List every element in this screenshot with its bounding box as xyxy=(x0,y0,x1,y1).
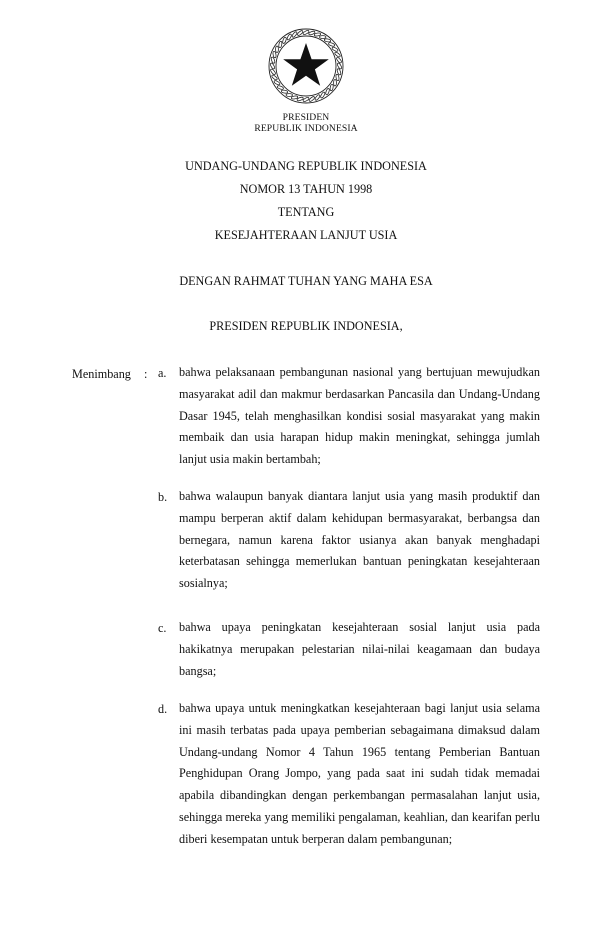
considering-label: Menimbang xyxy=(72,367,131,381)
wreath-leaf-icon xyxy=(337,63,343,70)
garuda-star-emblem-icon xyxy=(267,27,345,105)
wreath-leaf-icon xyxy=(291,31,297,38)
item-marker: c. xyxy=(158,621,167,635)
considering-item-b xyxy=(158,486,540,595)
wreath-leaf-icon xyxy=(314,94,320,101)
wreath-leaf-icon xyxy=(282,37,287,44)
item-marker: b. xyxy=(158,490,168,504)
wreath-leaf-icon xyxy=(328,42,335,47)
wreath-leaf-icon xyxy=(336,57,342,64)
wreath-leaf-icon xyxy=(320,36,326,39)
wreath-leaf-icon xyxy=(330,84,334,91)
wreath-leaf-icon xyxy=(277,85,284,90)
considering-colon: : xyxy=(144,367,148,381)
considering-item-a xyxy=(158,362,540,471)
law-subject: KESEJAHTERAAN LANJUT USIA xyxy=(214,228,398,242)
item-marker: a. xyxy=(158,366,167,380)
office-line-1: PRESIDEN xyxy=(282,112,330,123)
considering-item-d xyxy=(158,698,540,851)
wreath-leaf-icon xyxy=(297,30,304,36)
wreath-leaf-icon xyxy=(276,46,279,52)
office-line-2: REPUBLIK INDONESIA xyxy=(254,123,358,134)
wreath-leaf-icon xyxy=(286,94,292,97)
wreath-leaf-icon xyxy=(334,80,337,86)
item-text: bahwa pelaksanaan pembangunan nasional yang bertujuan mewujudkan masyarakat adil dan makmur berdasarkan Pancasila dan Undang-Undang Dasar 1945, telah menghasilkan kondisi sosial masyarakat yang makin membaik dan usia harapan hidup makin meningkat, sehingga jumlah lanjut usia makin bertambah; xyxy=(179,365,540,467)
wreath-leaf-icon xyxy=(270,63,276,70)
wreath-leaf-icon xyxy=(270,68,276,75)
item-text: bahwa walaupun banyak diantara lanjut usia yang masih produktif dan mampu berperan aktif dalam kehidupan bermasyarakat, berbangsa dan bernegara, namun karena faktor usianya akan banyak menghadapi keterbatasan sehingga memerlukan bantuan peningkatan kesejahteraan sosialnya; xyxy=(179,489,540,591)
wreath-leaf-icon xyxy=(334,51,341,57)
wreath-leaf-icon xyxy=(308,96,315,102)
president-line: PRESIDEN REPUBLIK INDONESIA, xyxy=(209,319,403,333)
star-icon xyxy=(283,43,329,86)
law-about: TENTANG xyxy=(277,205,335,219)
item-text: bahwa upaya peningkatan kesejahteraan sosial lanjut usia pada hakikatnya merupakan pelestarian nilai-nilai keagamaan dan budaya bangsa; xyxy=(179,620,540,678)
law-title: UNDANG-UNDANG REPUBLIK INDONESIA xyxy=(185,159,427,173)
wreath-leaf-icon xyxy=(271,74,278,80)
wreath-leaf-icon xyxy=(325,88,330,95)
wreath-leaf-icon xyxy=(281,90,288,94)
wreath-leaf-icon xyxy=(303,30,310,36)
wreath-leaf-icon xyxy=(278,41,282,48)
item-marker: d. xyxy=(158,702,168,716)
considering-item-c xyxy=(158,617,540,682)
item-text: bahwa upaya untuk meningkatkan kesejahteraan bagi lanjut usia selama ini masih terbatas pada upaya pemberian sebagaimana dimaksud dalam Undang-undang Nomor 4 Tahun 1965 tentang Pemberian Bantuan Penghidupan Orang Jompo, yang pada saat ini sudah tidak memadai apabila dibandingkan dengan perkembangan permasalahan lanjut usia, sehingga mereka yang memiliki pengalaman, keahlian, dan kearifan perlu diberi kesempatan untuk berperan dalam pembangunan; xyxy=(179,701,540,846)
wreath-leaf-icon xyxy=(303,97,310,103)
wreath-leaf-icon xyxy=(324,38,331,42)
blessing-line: DENGAN RAHMAT TUHAN YANG MAHA ESA xyxy=(179,274,433,288)
law-number: NOMOR 13 TAHUN 1998 xyxy=(239,182,373,196)
